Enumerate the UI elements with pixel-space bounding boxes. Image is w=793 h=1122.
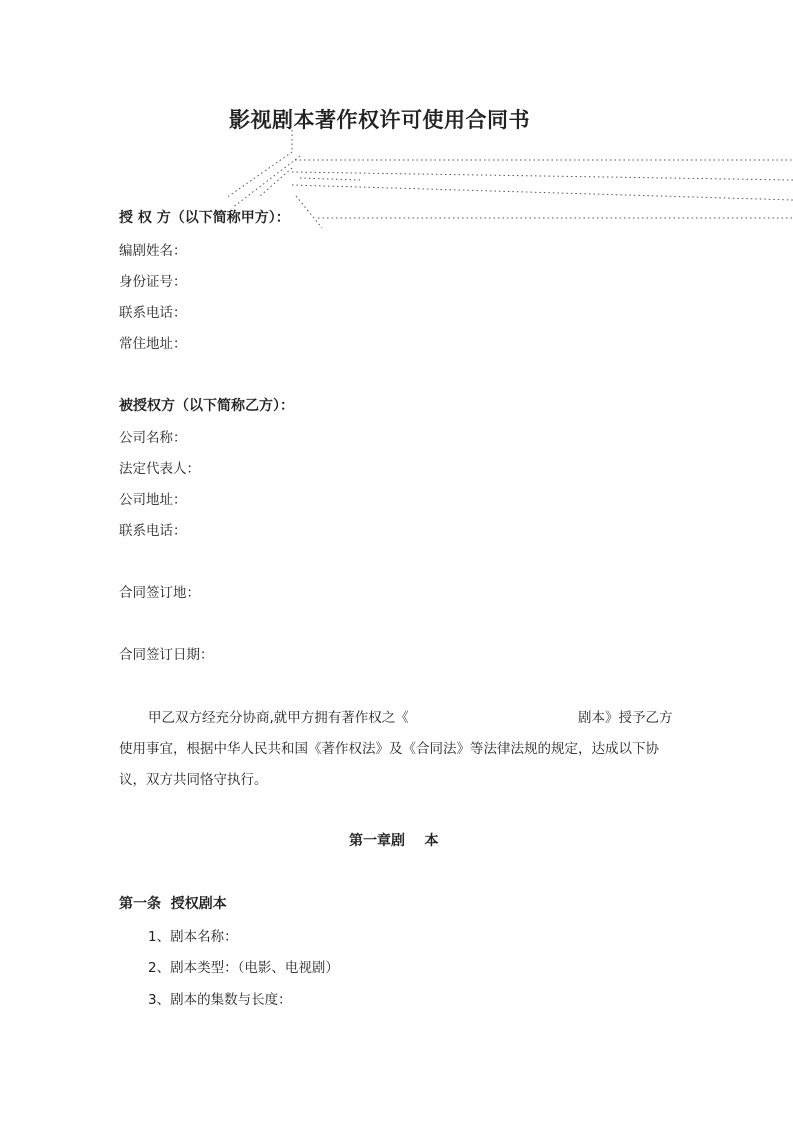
preamble-line1-end: 剧本》授予乙方 xyxy=(578,710,673,726)
article-1-item-3: 3、剧本的集数与长度： xyxy=(148,992,292,1008)
party-b-heading: 被授权方（以下简称乙方）： xyxy=(119,398,294,414)
preamble-line3: 议，双方共同恪守执行。 xyxy=(119,772,268,788)
party-b-address-label: 公司地址： xyxy=(119,492,187,508)
article-1-item-1: 1、剧本名称： xyxy=(148,929,238,945)
article-1-item-2: 2、剧本类型：（电影、电视剧） xyxy=(148,960,339,976)
sign-place-label: 合同签订地： xyxy=(119,585,200,601)
chapter-1-heading: 第一章剧 本 xyxy=(349,833,439,849)
party-a-writer-name-label: 编剧姓名： xyxy=(119,243,187,259)
sign-date-label: 合同签订日期： xyxy=(119,647,214,663)
party-a-heading: 授 权 方（以下简称甲方）： xyxy=(119,210,290,226)
preamble-line1-start: 甲乙双方经充分协商,就甲方拥有著作权之《 xyxy=(148,710,409,726)
document-title: 影视剧本著作权许可使用合同书 xyxy=(229,108,530,132)
party-a-address-label: 常住地址： xyxy=(119,336,187,352)
party-a-phone-label: 联系电话： xyxy=(119,305,187,321)
party-a-id-number-label: 身份证号： xyxy=(119,274,187,290)
party-b-phone-label: 联系电话： xyxy=(119,523,187,539)
article-1-heading: 第一条 授权剧本 xyxy=(119,896,227,912)
party-b-company-name-label: 公司名称： xyxy=(119,430,187,446)
party-b-legal-rep-label: 法定代表人： xyxy=(119,461,200,477)
preamble-line2: 使用事宜，根据中华人民共和国《著作权法》及《合同法》等法律法规的规定，达成以下协 xyxy=(119,741,659,757)
